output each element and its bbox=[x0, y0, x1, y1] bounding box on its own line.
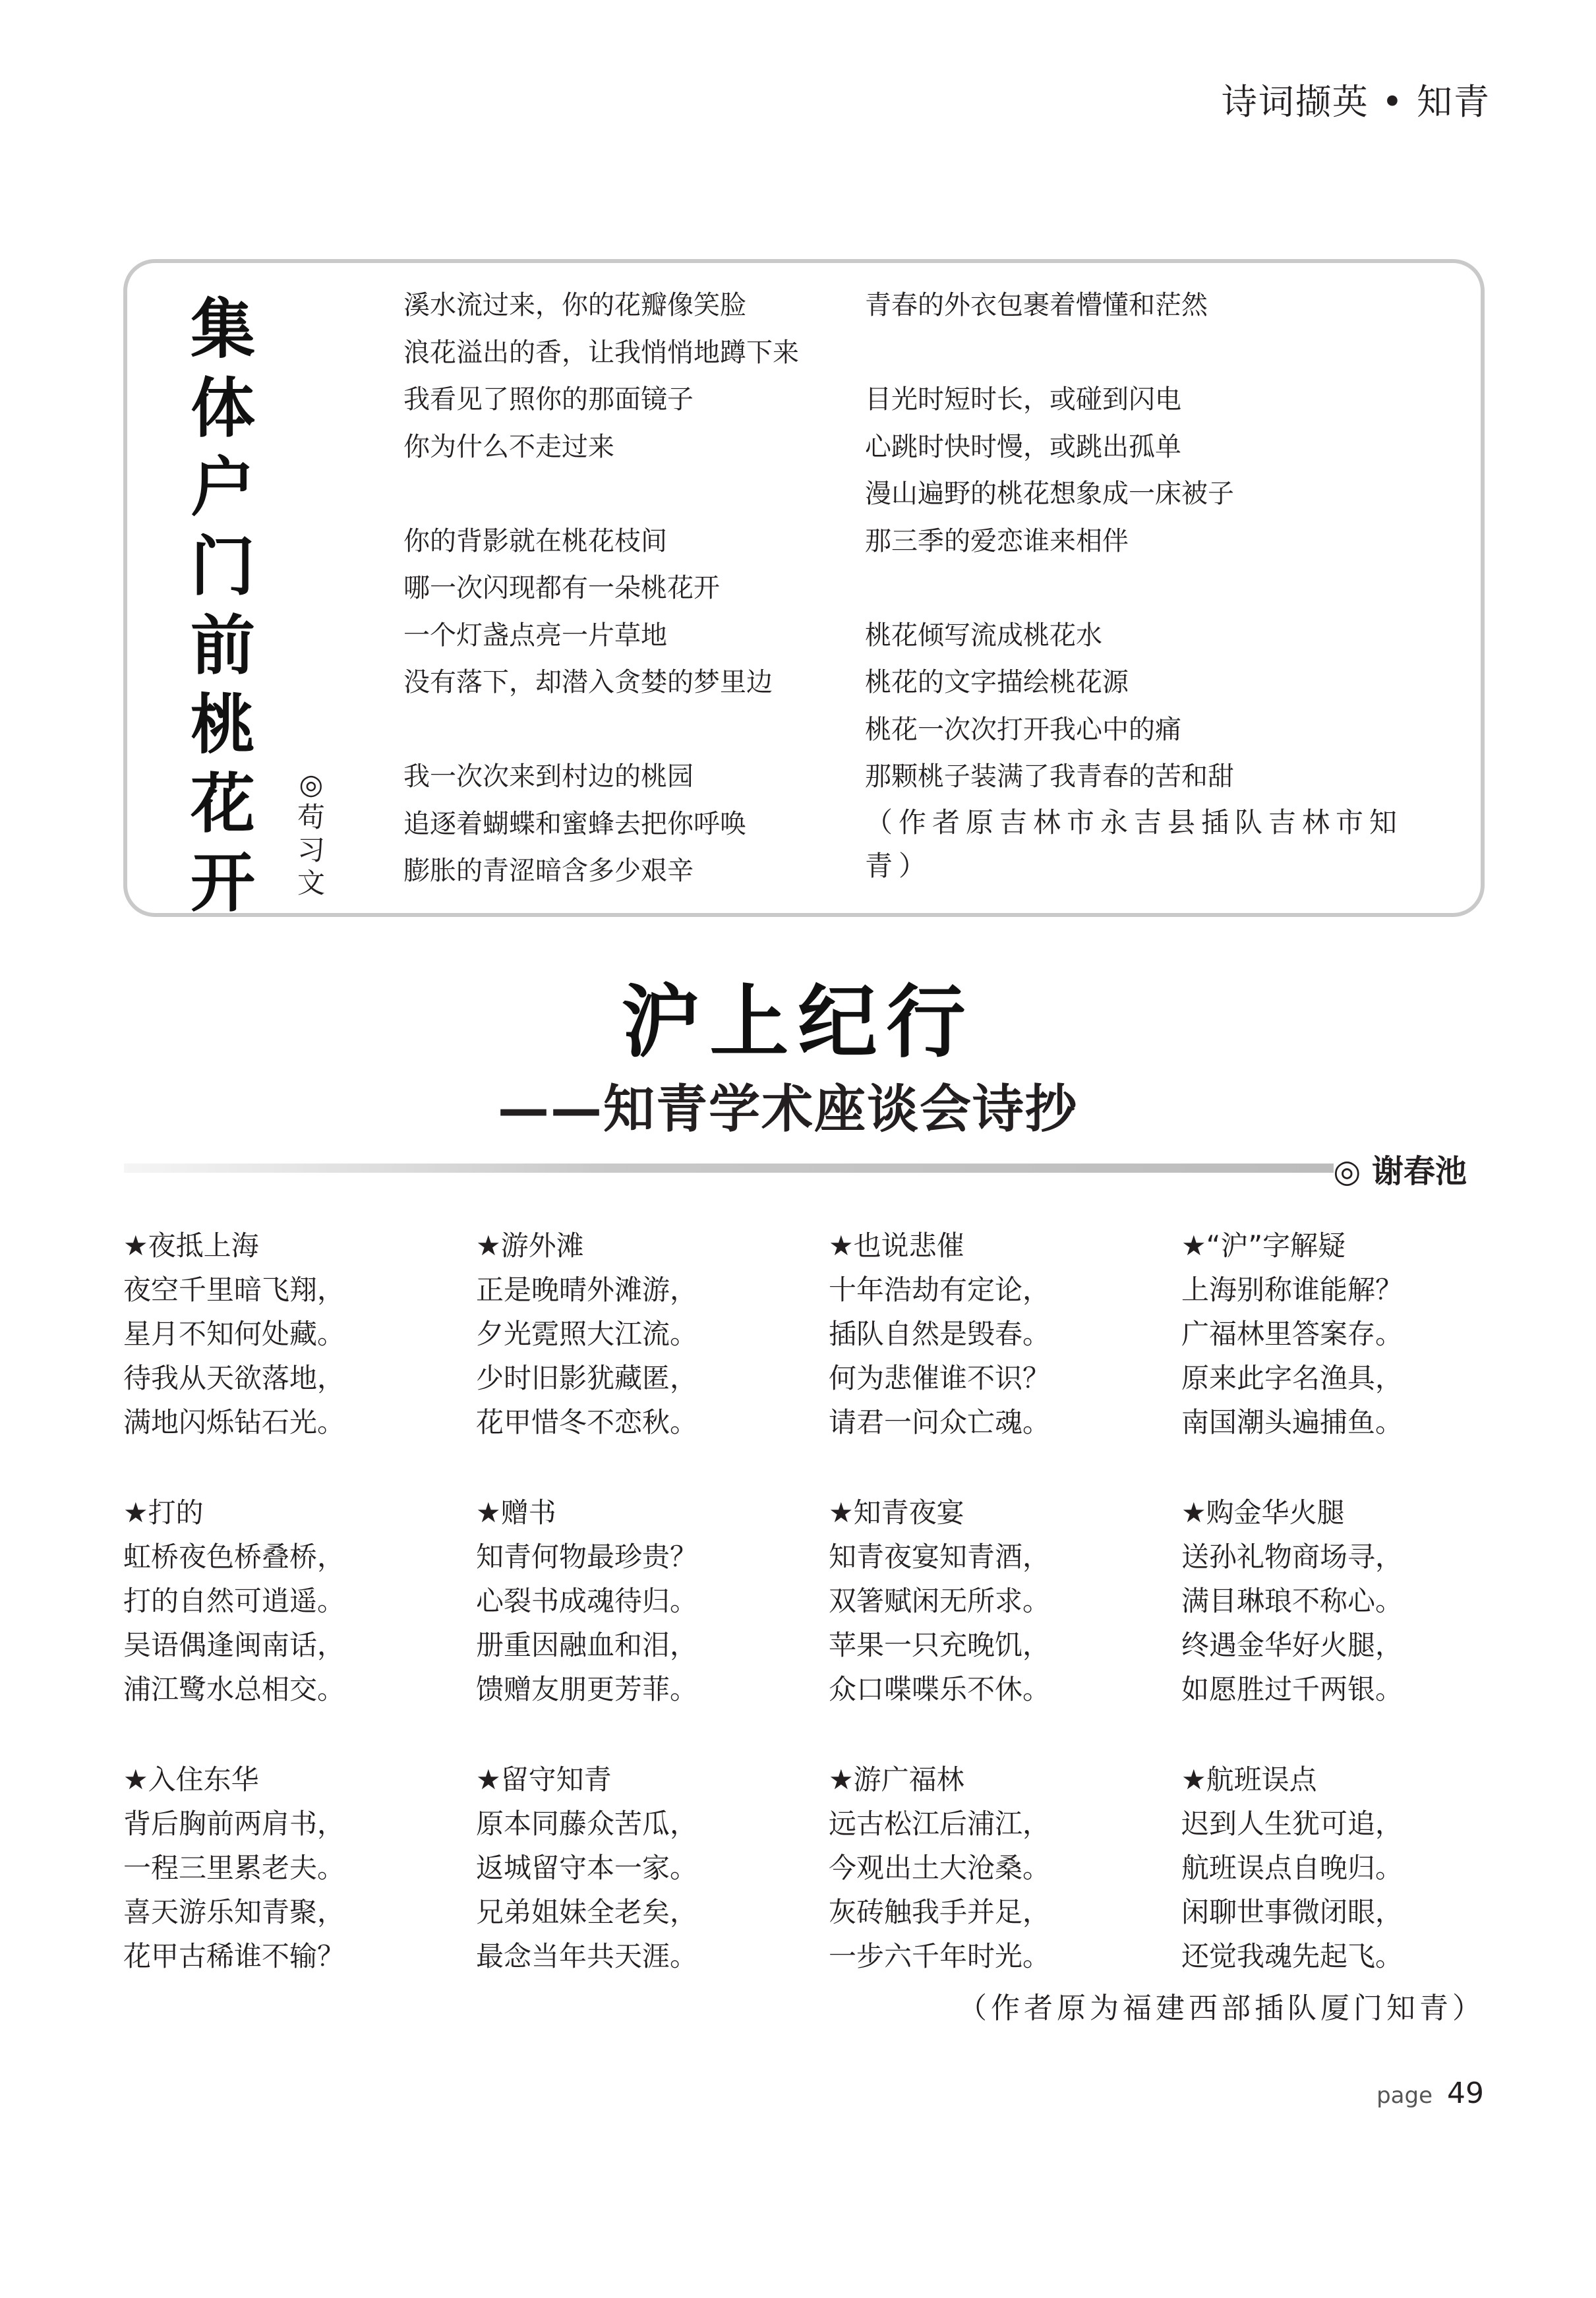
quatrain-line: 满地闪烁钻石光。 bbox=[123, 1406, 345, 1438]
poem1-title bbox=[190, 290, 256, 923]
quatrain-line: 众口喋喋乐不休。 bbox=[829, 1673, 1051, 1705]
quatrain bbox=[1181, 1490, 1534, 1711]
quatrain-line: 何为悲催谁不识？ bbox=[829, 1362, 1051, 1394]
quatrain-line: 夕光霓照大江流。 bbox=[476, 1318, 698, 1350]
quatrain-line: 夜空千里暗飞翔， bbox=[123, 1274, 345, 1306]
quatrain-title: ★留守知青 bbox=[476, 1763, 612, 1796]
quatrain-grid bbox=[123, 1223, 1481, 1978]
poem-line: 青春的外衣包裹着懵懂和茫然 bbox=[865, 290, 1208, 320]
quatrain bbox=[123, 1490, 476, 1711]
quatrain-line: 知青夜宴知青酒， bbox=[829, 1541, 1051, 1573]
quatrain-line: 正是晚晴外滩游， bbox=[476, 1274, 698, 1306]
quatrain bbox=[1181, 1757, 1534, 1978]
quatrain-line: 花甲惜冬不恋秋。 bbox=[476, 1406, 698, 1438]
quatrain bbox=[123, 1223, 476, 1444]
quatrain-line: 广福林里答案存。 bbox=[1181, 1318, 1404, 1350]
quatrain-title: ★打的 bbox=[123, 1496, 204, 1529]
quatrain-line: 少时旧影犹藏匿， bbox=[476, 1362, 698, 1394]
poem1-author bbox=[291, 768, 331, 900]
poem-line bbox=[865, 330, 1405, 377]
quatrain-line: 迟到人生犹可追， bbox=[1181, 1808, 1404, 1840]
author-note: （作者原为福建西部插队厦门知青） bbox=[958, 1991, 1485, 2025]
quatrain-line: 背后胸前两肩书， bbox=[123, 1808, 345, 1840]
poem-line: 膨胀的青涩暗含多少艰辛 bbox=[403, 856, 694, 886]
quatrain-line: 打的自然可逍遥。 bbox=[123, 1585, 345, 1617]
quatrain-line: 满目琳琅不称心。 bbox=[1181, 1585, 1404, 1617]
quatrain bbox=[476, 1223, 829, 1444]
quatrain-title: ★游广福林 bbox=[829, 1763, 964, 1796]
quatrain-line: 虹桥夜色桥叠桥， bbox=[123, 1541, 345, 1573]
article-subtitle: ——知青学术座谈会诗抄 bbox=[498, 1080, 1079, 1139]
poem-line bbox=[403, 471, 944, 518]
quatrain-line: 兄弟姐妹全老矣， bbox=[476, 1896, 698, 1928]
page-label: page bbox=[1376, 2082, 1433, 2109]
article-author: ◎ 谢春池 bbox=[1333, 1153, 1467, 1190]
quatrain-line: 喜天游乐知青聚， bbox=[123, 1896, 345, 1928]
article-title: 沪上纪行 bbox=[621, 977, 975, 1069]
quatrain bbox=[829, 1223, 1181, 1444]
quatrain-line: 心裂书成魂待归。 bbox=[476, 1585, 698, 1617]
quatrain-title: ★知青夜宴 bbox=[829, 1496, 964, 1529]
author-glyph: 苟 bbox=[297, 801, 325, 833]
quatrain bbox=[476, 1490, 829, 1711]
quatrain-line: 原来此字名渔具， bbox=[1181, 1362, 1404, 1394]
quatrain-title: ★赠书 bbox=[476, 1496, 556, 1529]
poem-line: 桃花的文字描绘桃花源 bbox=[865, 667, 1129, 697]
quatrain-line: 插队自然是毁春。 bbox=[829, 1318, 1051, 1350]
quatrain bbox=[829, 1757, 1181, 1978]
author-glyph: ◎ bbox=[299, 768, 324, 800]
poem-line: 桃花一次次打开我心中的痛 bbox=[865, 714, 1181, 745]
section-header: 诗词撷英 • 知青 bbox=[1221, 81, 1491, 123]
quatrain-title: ★入住东华 bbox=[123, 1763, 259, 1796]
poem-line: 没有落下，却潜入贪婪的梦里边 bbox=[403, 667, 773, 697]
poem-line: 那三季的爱恋谁来相伴 bbox=[865, 525, 1129, 556]
title-glyph: 门 bbox=[190, 529, 255, 604]
poem-line: 浪花溢出的香，让我悄悄地蹲下来 bbox=[403, 337, 799, 368]
poem-line: 目光时短时长，或碰到闪电 bbox=[865, 384, 1181, 415]
quatrain-line: 吴语偶逢闽南话， bbox=[123, 1629, 345, 1661]
quatrain-line: 航班误点自晚归。 bbox=[1181, 1852, 1404, 1884]
author-glyph: 文 bbox=[297, 867, 325, 899]
quatrain-line: 如愿胜过千两银。 bbox=[1181, 1673, 1404, 1705]
page-number-value: 49 bbox=[1447, 2077, 1484, 2110]
quatrain bbox=[476, 1757, 829, 1978]
poem-line: 心跳时快时慢，或跳出孤单 bbox=[865, 431, 1181, 462]
quatrain-line: 待我从天欲落地， bbox=[123, 1362, 345, 1394]
title-glyph: 集 bbox=[190, 292, 255, 367]
quatrain-line: 双箸赋闲无所求。 bbox=[829, 1585, 1051, 1617]
quatrain-line: 灰砖触我手并足， bbox=[829, 1896, 1051, 1928]
title-glyph: 桃 bbox=[190, 688, 255, 763]
poem-line: 一个灯盏点亮一片草地 bbox=[403, 620, 667, 651]
poem-line: 你为什么不走过来 bbox=[403, 431, 614, 462]
quatrain-line: 浦江鹭水总相交。 bbox=[123, 1673, 345, 1705]
quatrain-line: 最念当年共天涯。 bbox=[476, 1940, 698, 1972]
quatrain-line: 苹果一只充晚饥， bbox=[829, 1629, 1051, 1661]
poem-line: 你的背影就在桃花枝间 bbox=[403, 525, 667, 556]
quatrain bbox=[829, 1490, 1181, 1711]
quatrain-line: 请君一问众亡魂。 bbox=[829, 1406, 1051, 1438]
quatrain-line: 送孙礼物商场寻， bbox=[1181, 1541, 1404, 1573]
poem-line: 漫山遍野的桃花想象成一床被子 bbox=[865, 479, 1234, 509]
page-number bbox=[1376, 2077, 1484, 2110]
quatrain bbox=[1181, 1223, 1534, 1444]
quatrain-line: 今观出土大沧桑。 bbox=[829, 1852, 1051, 1884]
quatrain-line: 返城留守本一家。 bbox=[476, 1852, 698, 1884]
quatrain-line: 花甲古稀谁不输？ bbox=[123, 1940, 345, 1972]
poem-line: 桃花倾写流成桃花水 bbox=[865, 620, 1102, 651]
poem-line: 那颗桃子装满了我青春的苦和甜 bbox=[865, 761, 1234, 792]
quatrain-line: 册重因融血和泪， bbox=[476, 1629, 698, 1661]
poem1-right-column bbox=[865, 282, 1405, 888]
quatrain-title: ★“沪”字解疑 bbox=[1181, 1229, 1346, 1262]
quatrain-title: ★购金华火腿 bbox=[1181, 1496, 1345, 1529]
author-glyph: 习 bbox=[297, 834, 325, 866]
title-glyph: 体 bbox=[190, 371, 255, 446]
quatrain-line: 远古松江后浦江， bbox=[829, 1808, 1051, 1840]
divider-rule bbox=[124, 1164, 1334, 1173]
quatrain-line: 馈赠友朋更芳菲。 bbox=[476, 1673, 698, 1705]
poem-line: 我一次次来到村边的桃园 bbox=[403, 761, 694, 792]
quatrain-line: 终遇金华好火腿， bbox=[1181, 1629, 1404, 1661]
quatrain-title: ★也说悲催 bbox=[829, 1229, 964, 1262]
quatrain-line: 原本同藤众苦瓜， bbox=[476, 1808, 698, 1840]
quatrain-title: ★航班误点 bbox=[1181, 1763, 1317, 1796]
title-glyph: 户 bbox=[190, 450, 255, 525]
quatrain-line: 一步六千年时光。 bbox=[829, 1940, 1051, 1972]
poem-line: 溪水流过来，你的花瓣像笑脸 bbox=[403, 290, 746, 320]
poem-line bbox=[403, 707, 944, 754]
poem-line: 追逐着蝴蝶和蜜蜂去把你呼唤 bbox=[403, 808, 746, 839]
quatrain-line: 南国潮头遍捕鱼。 bbox=[1181, 1406, 1404, 1438]
poem-line: 我看见了照你的那面镜子 bbox=[403, 384, 694, 415]
title-glyph: 开 bbox=[190, 846, 255, 921]
title-glyph: 前 bbox=[190, 608, 255, 684]
author-note: （作者原吉林市永吉县插队吉林市知青） bbox=[865, 806, 1404, 882]
title-glyph: 花 bbox=[190, 767, 255, 842]
quatrain-line: 一程三里累老夫。 bbox=[123, 1852, 345, 1884]
quatrain-line: 星月不知何处藏。 bbox=[123, 1318, 345, 1350]
quatrain-title: ★游外滩 bbox=[476, 1229, 584, 1262]
quatrain-line: 闲聊世事微闭眼， bbox=[1181, 1896, 1404, 1928]
poem1-left-column bbox=[403, 282, 944, 895]
quatrain-line: 十年浩劫有定论， bbox=[829, 1274, 1051, 1306]
poem-line bbox=[865, 565, 1405, 612]
poem-line: 哪一次闪现都有一朵桃花开 bbox=[403, 573, 720, 603]
quatrain-line: 还觉我魂先起飞。 bbox=[1181, 1940, 1404, 1972]
quatrain-line: 知青何物最珍贵？ bbox=[476, 1541, 698, 1573]
quatrain-line: 上海别称谁能解？ bbox=[1181, 1274, 1404, 1306]
quatrain-title: ★夜抵上海 bbox=[123, 1229, 259, 1262]
quatrain bbox=[123, 1757, 476, 1978]
